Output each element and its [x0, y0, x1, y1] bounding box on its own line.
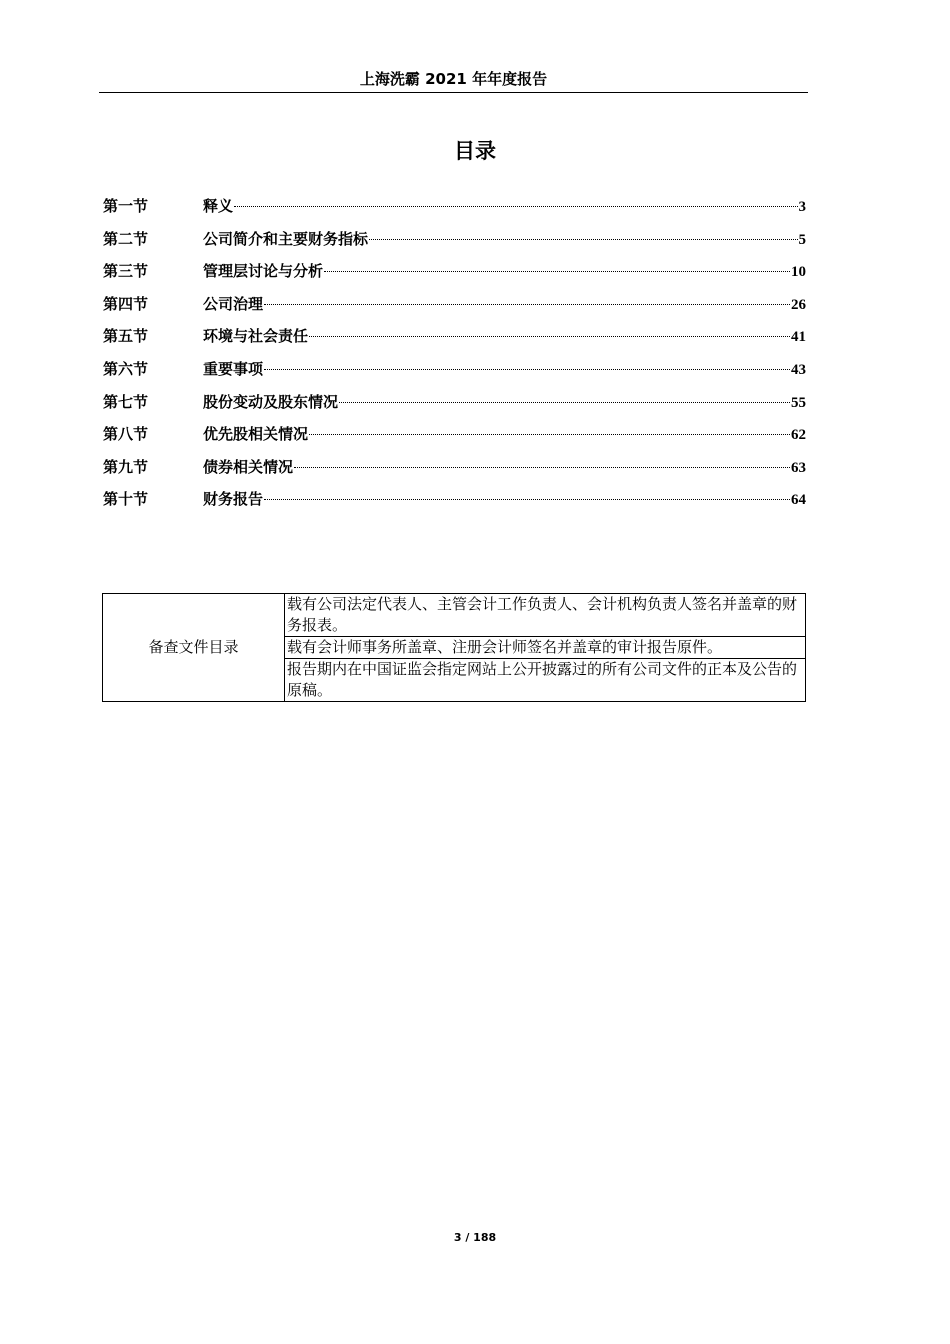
toc-section-number: 第四节 [103, 294, 149, 313]
reference-document-item: 载有公司法定代表人、主管会计工作负责人、会计机构负责人签名并盖章的财务报表。 [285, 594, 806, 637]
toc-section-title: 债券相关情况 [203, 457, 294, 476]
toc-section-number: 第一节 [103, 197, 149, 215]
toc-page-number: 3 [798, 199, 806, 215]
toc-dot-leader [234, 206, 797, 207]
toc-section-title: 优先股相关情况 [203, 425, 309, 444]
toc-entry[interactable] [103, 486, 806, 519]
toc-section-number: 第三节 [103, 262, 149, 281]
toc-entry[interactable] [103, 291, 806, 324]
document-title: 目录 [454, 139, 496, 163]
toc-section-number: 第九节 [103, 457, 149, 476]
toc-dot-leader [294, 467, 790, 468]
toc-page-number: 5 [798, 231, 806, 248]
toc-section-title: 公司治理 [203, 294, 264, 313]
toc-dot-leader [264, 499, 790, 500]
page-footer [0, 1228, 950, 1248]
toc-dot-leader [324, 271, 790, 272]
reference-documents-table [102, 593, 806, 702]
toc-dot-leader [264, 369, 790, 370]
toc-page-number: 10 [791, 264, 806, 281]
toc-page-number: 62 [791, 427, 806, 444]
toc-page-number: 26 [791, 296, 806, 313]
toc-dot-leader [309, 336, 790, 337]
toc-section-number: 第八节 [103, 425, 149, 444]
toc-entry[interactable] [103, 258, 806, 291]
page-header [99, 66, 808, 93]
toc-page-number: 55 [791, 394, 806, 411]
toc-section-title: 释义 [203, 197, 234, 215]
toc-section-title: 股份变动及股东情况 [203, 392, 339, 411]
toc-page-number: 43 [791, 361, 806, 378]
toc-section-title: 公司简介和主要财务指标 [203, 229, 369, 248]
toc-page-number: 64 [791, 492, 806, 509]
table-of-contents [103, 193, 806, 519]
toc-entry[interactable] [103, 454, 806, 487]
toc-entry[interactable] [103, 193, 806, 226]
toc-page-number: 63 [791, 459, 806, 476]
toc-dot-leader [309, 434, 790, 435]
toc-entry[interactable] [103, 421, 806, 454]
toc-section-number: 第十节 [103, 490, 149, 509]
toc-section-title: 重要事项 [203, 359, 264, 378]
toc-page-number: 41 [791, 329, 806, 346]
toc-dot-leader [339, 402, 790, 403]
toc-section-title: 管理层讨论与分析 [203, 262, 324, 281]
toc-dot-leader [264, 304, 790, 305]
toc-section-number: 第七节 [103, 392, 149, 411]
toc-entry[interactable] [103, 389, 806, 422]
toc-section-number: 第五节 [103, 327, 149, 346]
toc-section-number: 第二节 [103, 229, 149, 248]
toc-section-number: 第六节 [103, 359, 149, 378]
toc-section-title: 财务报告 [203, 490, 264, 509]
reference-documents-label: 备查文件目录 [103, 594, 285, 702]
toc-section-title: 环境与社会责任 [203, 327, 309, 346]
reference-document-item: 载有会计师事务所盖章、注册会计师签名并盖章的审计报告原件。 [285, 637, 806, 659]
toc-entry[interactable] [103, 356, 806, 389]
toc-entry[interactable] [103, 323, 806, 356]
header-title: 上海洗霸 2021 年年度报告 [359, 70, 548, 88]
table-row [103, 594, 806, 637]
toc-entry[interactable] [103, 226, 806, 259]
page-number: 3 / 188 [453, 1231, 497, 1244]
toc-dot-leader [369, 239, 797, 240]
reference-document-item: 报告期内在中国证监会指定网站上公开披露过的所有公司文件的正本及公告的原稿。 [285, 659, 806, 702]
